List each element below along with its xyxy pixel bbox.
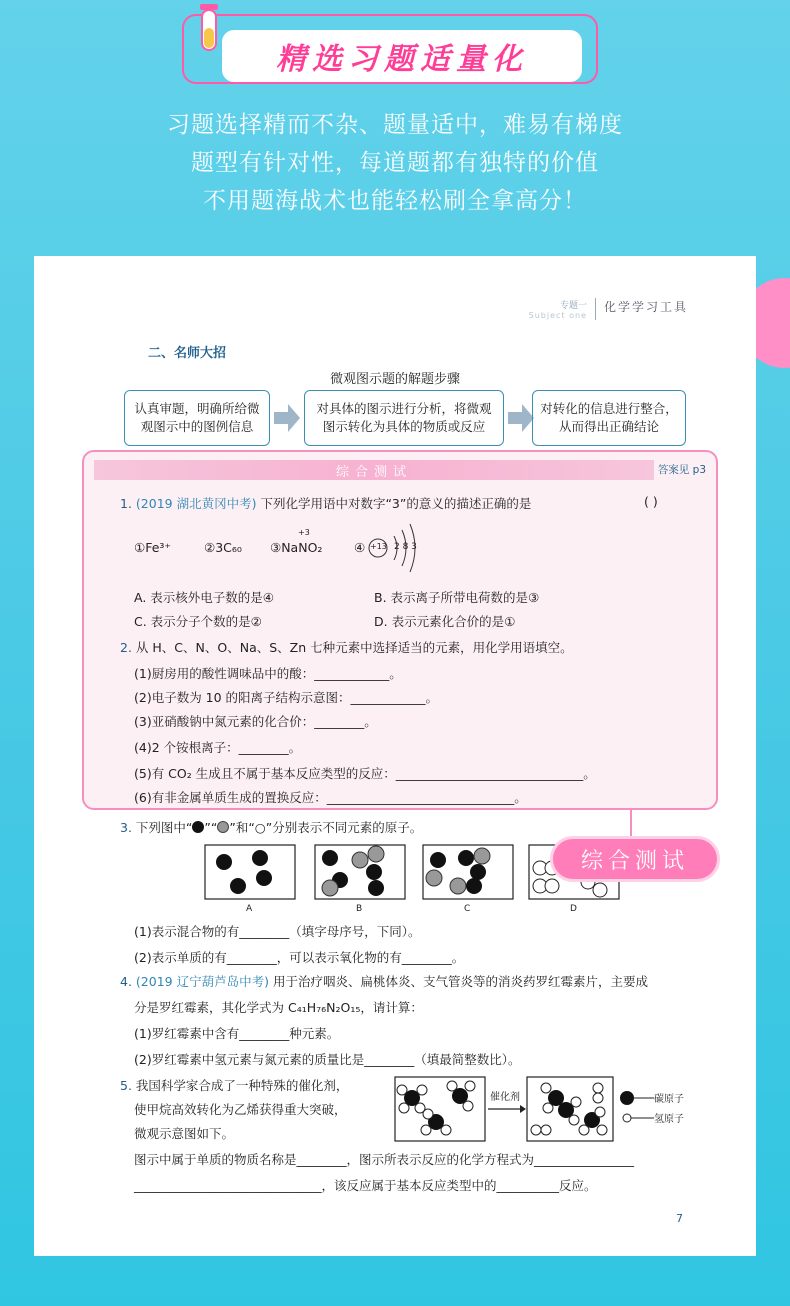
intro-text <box>0 106 790 220</box>
test-bar: 综合测试 <box>94 460 654 480</box>
arrow-right-icon <box>274 404 300 432</box>
sub-question: (1)表示混合物的有________（填字母序号，下同）。 <box>134 924 421 939</box>
diagram-label: B <box>356 904 363 914</box>
page-header <box>529 298 688 320</box>
particle-diagram-c <box>422 844 514 900</box>
title-banner <box>222 30 582 82</box>
particle-diagram-a <box>204 844 296 900</box>
banner-title: 精选习题适量化 <box>276 42 528 77</box>
option-symbol: ④ <box>354 540 366 555</box>
question-number: 2. <box>120 640 132 655</box>
question-text: 从 H、C、N、O、Na、S、Zn 七种元素中选择适当的元素，用化学用语填空。 <box>135 640 573 655</box>
question-3 <box>120 818 422 836</box>
legend-carbon: 碳原子 <box>654 1094 684 1105</box>
answer-paren: ( ) <box>644 494 658 509</box>
question-number: 1. <box>120 496 132 511</box>
question-text: ”“ <box>204 820 218 835</box>
intro-line: 不用题海战术也能轻松刷全拿高分！ <box>203 188 587 214</box>
sub-question: (5)有 CO₂ 生成且不属于基本反应类型的反应：______________________________。 <box>134 766 596 781</box>
question-5 <box>120 1076 348 1094</box>
question-text: 微观示意图如下。 <box>134 1126 235 1141</box>
question-text: 图示中属于单质的物质名称是________，图示所表示反应的化学方程式为________________ <box>134 1152 635 1167</box>
question-number: 5. <box>120 1078 132 1093</box>
step-box: 认真审题，明确所给微观图示中的图例信息 <box>124 390 270 446</box>
document-page <box>34 256 756 1256</box>
option-d: D. 表示元素化合价的是① <box>374 614 516 629</box>
sub-question: (1)罗红霉素中含有________种元素。 <box>134 1026 340 1041</box>
question-2 <box>120 638 573 656</box>
option-symbol: ②3C₆₀ <box>204 540 242 555</box>
test-tube-icon <box>196 2 222 56</box>
reaction-arrow-icon <box>488 1104 526 1114</box>
reactant-diagram <box>394 1076 486 1142</box>
question-text: 我国科学家合成了一种特殊的催化剂， <box>135 1078 349 1093</box>
question-text: ______________________________，该反应属于基本反应类型中的__________反应。 <box>134 1178 597 1193</box>
gray-atom-icon <box>217 821 229 833</box>
question-source: (2019 辽宁葫芦岛中考) <box>135 974 269 989</box>
legend-hydrogen: 氢原子 <box>654 1114 684 1125</box>
sub-question: (2)罗红霉素中氢元素与氮元素的质量比是________（填最简整数比）。 <box>134 1052 521 1067</box>
intro-line: 题型有针对性，每道题都有独特的价值 <box>191 150 599 176</box>
option-c: C. 表示分子个数的是② <box>134 614 262 629</box>
sub-question: (4)2 个铵根离子：________。 <box>134 740 302 755</box>
header-title: 化学学习工具 <box>603 300 688 314</box>
question-text: 下列化学用语中对数字“3”的意义的描述正确的是 <box>260 496 532 511</box>
product-diagram <box>526 1076 614 1142</box>
intro-line: 习题选择精而不杂、题量适中，难易有梯度 <box>167 112 623 138</box>
page-number: 7 <box>676 1212 683 1225</box>
black-atom-icon <box>192 821 204 833</box>
option-symbol: ③NaNO₂ <box>270 540 323 555</box>
steps-title: 微观图示题的解题步骤 <box>329 372 460 387</box>
valence-mark: +3 <box>298 528 310 537</box>
arrow-right-icon <box>508 404 534 432</box>
test-section <box>82 450 718 810</box>
header-divider <box>595 298 596 320</box>
sub-question: (2)电子数为 10 的阳离子结构示意图：____________。 <box>134 690 439 705</box>
step-box: 对具体的图示进行分析，将微观图示转化为具体的物质或反应 <box>304 390 504 446</box>
test-badge: 综合测试 <box>550 836 720 882</box>
answer-reference: 答案见 p3 <box>657 464 706 476</box>
atom-shell-label: 2 8 3 <box>394 542 417 552</box>
question-1 <box>120 494 531 512</box>
option-b: B. 表示离子所带电荷数的是③ <box>374 590 540 605</box>
question-text: ”和“○”分别表示不同元素的原子。 <box>229 820 423 835</box>
header-subject-en: Subject one <box>528 311 587 320</box>
diagram-label: A <box>246 904 253 914</box>
sub-question: (1)厨房用的酸性调味品中的酸：____________。 <box>134 666 402 681</box>
sub-question: (3)亚硝酸钠中氮元素的化合价：________。 <box>134 714 377 729</box>
diagram-label: D <box>570 904 577 914</box>
sub-question: (6)有非金属单质生成的置换反应：______________________________。 <box>134 790 527 805</box>
option-a: A. 表示核外电子数的是④ <box>134 590 274 605</box>
question-text: 使甲烷高效转化为乙烯获得重大突破， <box>134 1102 347 1117</box>
legend-symbols <box>620 1090 654 1126</box>
question-4 <box>120 972 648 990</box>
step-box: 对转化的信息进行整合，从而得出正确结论 <box>532 390 686 446</box>
question-text: 用于治疗咽炎、扁桃体炎、支气管炎等的消炎药罗红霉素片，主要成 <box>272 974 648 989</box>
question-number: 3. <box>120 820 132 835</box>
sub-question: (2)表示单质的有________，可以表示氧化物的有________。 <box>134 950 465 965</box>
question-source: (2019 湖北黄冈中考) <box>135 496 257 511</box>
question-text: 分是罗红霉素，其化学式为 C₄₁H₇₆N₂O₁₅，请计算： <box>134 1000 423 1015</box>
atom-nucleus-label: +13 <box>370 542 387 551</box>
diagram-label: C <box>464 904 471 914</box>
section-title: 二、名师大招 <box>148 346 227 361</box>
particle-diagram-b <box>314 844 406 900</box>
question-text: 下列图中“ <box>135 820 193 835</box>
catalyst-label: 催化剂 <box>490 1092 520 1103</box>
option-symbol: ①Fe³⁺ <box>134 540 172 555</box>
question-number: 4. <box>120 974 132 989</box>
header-subject: 专题一 <box>559 301 587 311</box>
